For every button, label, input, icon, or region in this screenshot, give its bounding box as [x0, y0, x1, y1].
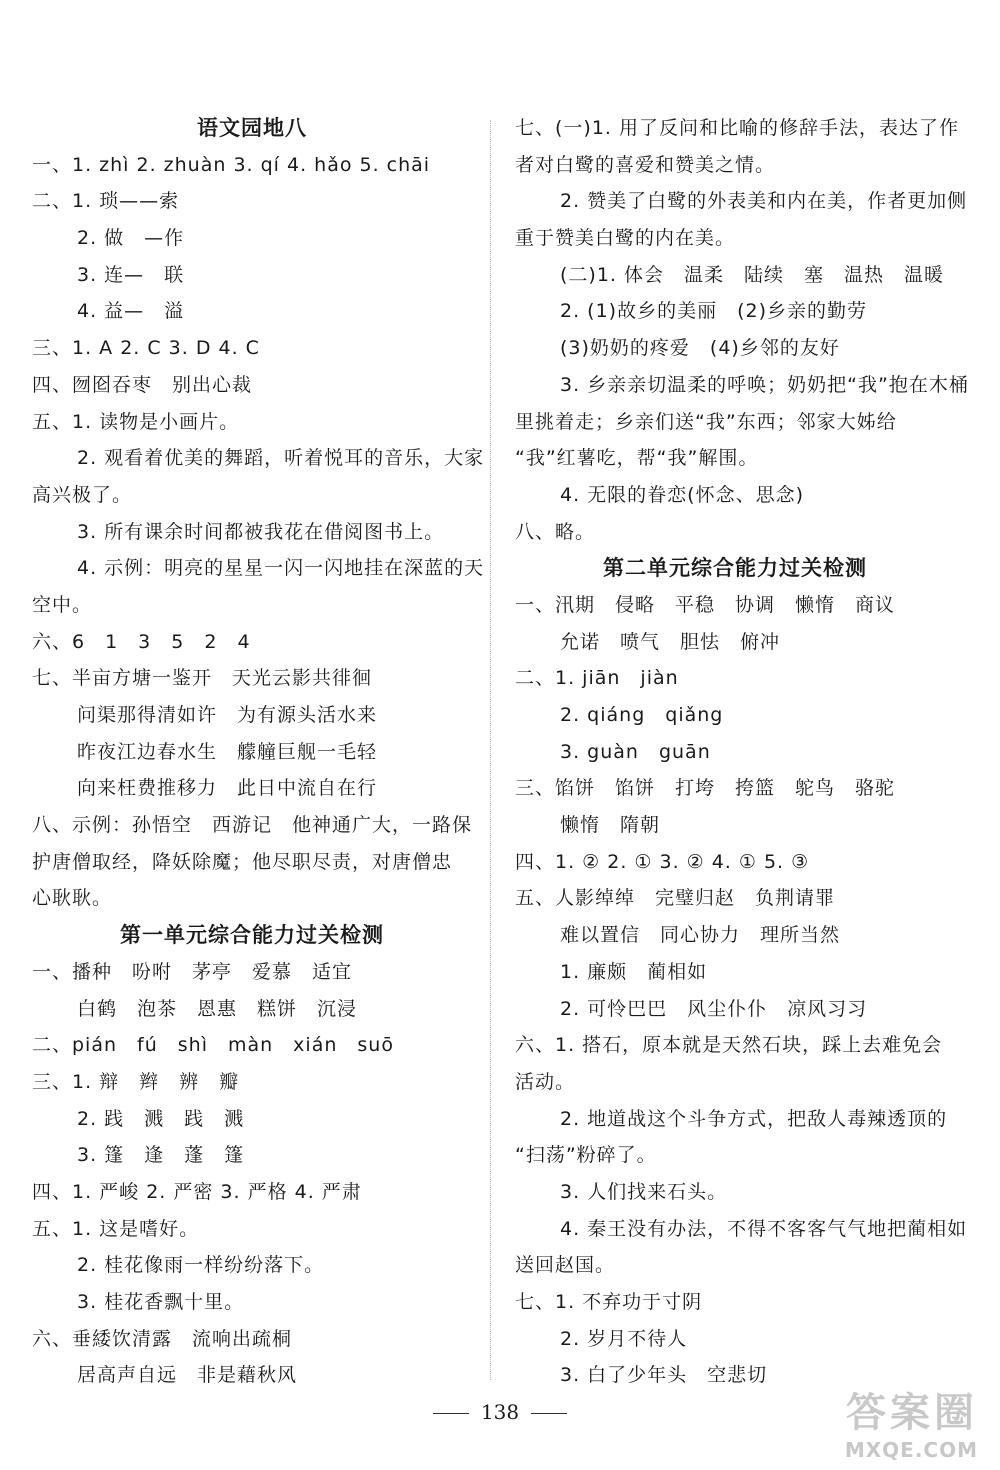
answer-line: 心耿耿。 [32, 887, 113, 910]
answer-line: 二、pián fú shì màn xián suō [32, 1034, 394, 1057]
answer-line: 4. 示例：明亮的星星一闪一闪地挂在深蓝的天 [77, 557, 485, 580]
answer-line: 昨夜江边春水生 艨艟巨舰一毛轻 [77, 740, 378, 763]
answer-line: 3. 所有课余时间都被我花在借阅图书上。 [77, 520, 445, 543]
answer-line: 五、1. 这是嗜好。 [32, 1217, 200, 1240]
right-column [515, 110, 969, 1394]
answer-line: 4. 益— 溢 [77, 300, 185, 323]
answer-line: 六、6 1 3 5 2 4 [32, 630, 251, 653]
answer-line: 二、1. 琐——索 [32, 190, 180, 213]
watermark-text: 答案圈 [846, 1390, 978, 1436]
answer-line: (二)1. 体会 温柔 陆续 塞 温热 温暖 [560, 263, 944, 286]
answer-line: 重于赞美白鹭的内在美。 [515, 227, 736, 250]
answer-line: 3. 乡亲亲切温柔的呼唤；奶奶把“我”抱在木桶 [560, 373, 969, 396]
answer-line: 4. 秦王没有办法，不得不客客气气地把蔺相如 [560, 1217, 968, 1240]
answer-line: 一、播种 吩咐 茅亭 爱慕 适宜 [32, 960, 353, 983]
answer-line: 六、垂緌饮清露 流响出疏桐 [32, 1327, 293, 1350]
footer-dash-left [433, 1413, 469, 1414]
answer-line: 3. 连— 联 [77, 263, 185, 286]
answer-line: “我”红薯吃，帮“我”解围。 [515, 447, 759, 470]
answer-line: 七、半亩方塘一鉴开 天光云影共徘徊 [32, 667, 373, 690]
watermark-logo [845, 1381, 978, 1462]
answer-line: 送回赵国。 [515, 1254, 616, 1277]
answer-line: 三、馅饼 馅饼 打垮 挎篮 鸵鸟 骆驼 [515, 777, 896, 800]
answer-line: 3. 桂花香飘十里。 [77, 1291, 245, 1313]
answer-line: 七、(一)1. 用了反问和比喻的修辞手法，表达了作 [515, 117, 959, 139]
answer-line: 居高声自远 非是藉秋风 [77, 1364, 298, 1387]
answer-line: 四、1. ② 2. ① 3. ② 4. ① 5. ③ [515, 850, 810, 873]
answer-line: 3. guàn guān [560, 740, 711, 763]
answer-line: 四、1. 严峻 2. 严密 3. 严格 4. 严肃 [32, 1180, 362, 1203]
answer-line: 3. 白了少年头 空悲切 [560, 1364, 768, 1387]
section-heading: 语文园地八 [197, 116, 307, 140]
answer-line: 懒惰 隋朝 [560, 814, 661, 837]
answer-line: 2. (1)故乡的美丽 (2)乡亲的勤劳 [560, 300, 867, 323]
answer-line: 2. 做 —作 [77, 227, 185, 250]
answer-line: 2. 地道战这个斗争方式，把敌人毒辣透顶的 [560, 1107, 948, 1130]
section-heading: 第二单元综合能力过关检测 [603, 556, 867, 581]
answer-line: 白鹤 泡茶 恩惠 糕饼 沉浸 [77, 997, 358, 1020]
left-column [32, 110, 485, 1394]
answer-line: 里挑着走；乡亲们送“我”东西；邻家大姊给 [515, 410, 897, 433]
answer-line: 一、1. zhì 2. zhuàn 3. qí 4. hǎo 5. chāi [32, 153, 431, 176]
answer-line: 3. 人们找来石头。 [560, 1180, 728, 1203]
answer-line: 活动。 [515, 1070, 576, 1093]
column-divider [490, 120, 491, 1380]
answer-line: 三、1. 辩 辫 辨 瓣 [32, 1070, 240, 1093]
answer-line: 三、1. A 2. C 3. D 4. C [32, 337, 260, 360]
answer-line: 五、1. 读物是小画片。 [32, 410, 240, 433]
answer-line: 空中。 [32, 593, 93, 616]
answer-line: “扫荡”粉碎了。 [515, 1144, 657, 1167]
answer-line: 3. 篷 逢 蓬 篷 [77, 1144, 245, 1167]
answer-line: 2. 岁月不待人 [560, 1327, 688, 1350]
footer-dash-right [531, 1413, 567, 1414]
answer-line: 八、略。 [515, 520, 596, 543]
answer-line: 四、囫囵吞枣 别出心裁 [32, 373, 253, 396]
answer-line: (3)奶奶的疼爱 (4)乡邻的友好 [560, 337, 840, 360]
answer-line: 七、1. 不弃功于寸阴 [515, 1291, 703, 1313]
answer-line: 4. 无限的眷恋(怀念、思念) [560, 483, 804, 506]
answer-line: 2. qiáng qiǎng [560, 704, 724, 726]
answer-line: 2. 可怜巴巴 风尘仆仆 凉风习习 [560, 997, 868, 1020]
answer-line: 护唐僧取经，降妖除魔；他尽职尽责，对唐僧忠 [32, 850, 453, 873]
answer-line: 2. 桂花像雨一样纷纷落下。 [77, 1254, 325, 1277]
answer-line: 1. 廉颇 蔺相如 [560, 960, 708, 983]
answer-line: 六、1. 搭石，原本就是天然石块，踩上去难免会 [515, 1034, 943, 1057]
answer-line: 2. 赞美了白鹭的外表美和内在美，作者更加侧 [560, 190, 968, 213]
answer-line: 八、示例：孙悟空 西游记 他神通广大，一路保 [32, 814, 473, 837]
answer-line: 问渠那得清如许 为有源头活水来 [77, 704, 378, 726]
answer-line: 2. 观看着优美的舞蹈，听着悦耳的音乐，大家 [77, 447, 485, 470]
answer-line: 难以置信 同心协力 理所当然 [560, 924, 841, 947]
answer-line: 向来枉费推移力 此日中流自在行 [77, 777, 378, 800]
answer-line: 二、1. jiān jiàn [515, 667, 679, 690]
page-number: 138 [480, 1400, 520, 1424]
answer-line: 一、汛期 侵略 平稳 协调 懒惰 商议 [515, 593, 896, 616]
watermark-url: MXQE.COM [844, 1438, 978, 1462]
answer-line: 高兴极了。 [32, 483, 133, 506]
section-heading: 第一单元综合能力过关检测 [120, 923, 384, 948]
answer-line: 者对白鹭的喜爱和赞美之情。 [515, 153, 776, 176]
answer-line: 五、人影绰绰 完璧归赵 负荆请罪 [515, 887, 836, 910]
answer-line: 允诺 喷气 胆怯 俯冲 [560, 630, 781, 653]
answer-line: 2. 践 溅 践 溅 [77, 1107, 245, 1130]
